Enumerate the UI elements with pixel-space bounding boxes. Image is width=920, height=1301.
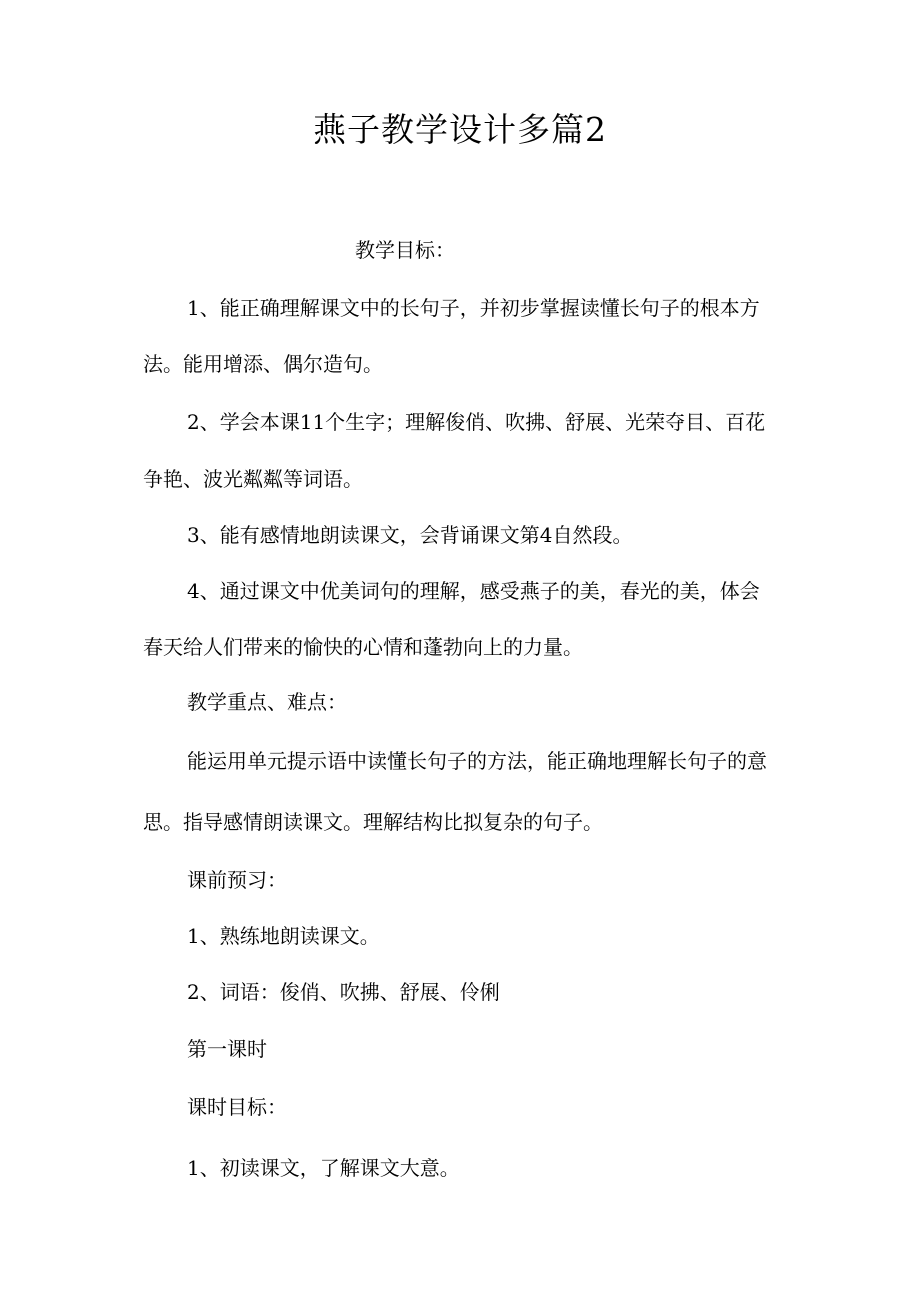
objective-4-line-2: 春天给人们带来的愉快的心情和蓬勃向上的力量。 bbox=[143, 635, 583, 659]
lesson-objective-1: 1、初读课文，了解课文大意。 bbox=[187, 1156, 460, 1180]
objectives-heading: 教学目标： bbox=[355, 238, 455, 262]
lesson-objectives-heading: 课时目标： bbox=[187, 1095, 287, 1119]
objective-3: 3、能有感情地朗读课文，会背诵课文第4自然段。 bbox=[187, 523, 633, 547]
objective-2-line-1: 2、学会本课11个生字；理解俊俏、吹拂、舒展、光荣夺目、百花 bbox=[187, 410, 766, 434]
objective-4-line-1: 4、通过课文中优美词句的理解，感受燕子的美，春光的美，体会 bbox=[187, 579, 760, 603]
objective-2-line-2: 争艳、波光粼粼等词语。 bbox=[143, 467, 363, 491]
objective-1-line-2: 法。能用增添、偶尔造句。 bbox=[143, 352, 383, 376]
objective-1-line-1: 1、能正确理解课文中的长句子，并初步掌握读懂长句子的根本方 bbox=[187, 296, 760, 320]
preview-heading: 课前预习： bbox=[187, 868, 287, 892]
document-title: 燕子教学设计多篇2 bbox=[313, 110, 607, 149]
preview-item-1: 1、熟练地朗读课文。 bbox=[187, 924, 380, 948]
key-points-heading: 教学重点、难点： bbox=[187, 690, 347, 714]
key-points-line-1: 能运用单元提示语中读懂长句子的方法，能正确地理解长句子的意 bbox=[187, 749, 767, 773]
preview-item-2: 2、词语：俊俏、吹拂、舒展、伶俐 bbox=[187, 980, 500, 1004]
key-points-line-2: 思。指导感情朗读课文。理解结构比拟复杂的句子。 bbox=[143, 810, 603, 834]
lesson-heading: 第一课时 bbox=[187, 1037, 267, 1061]
